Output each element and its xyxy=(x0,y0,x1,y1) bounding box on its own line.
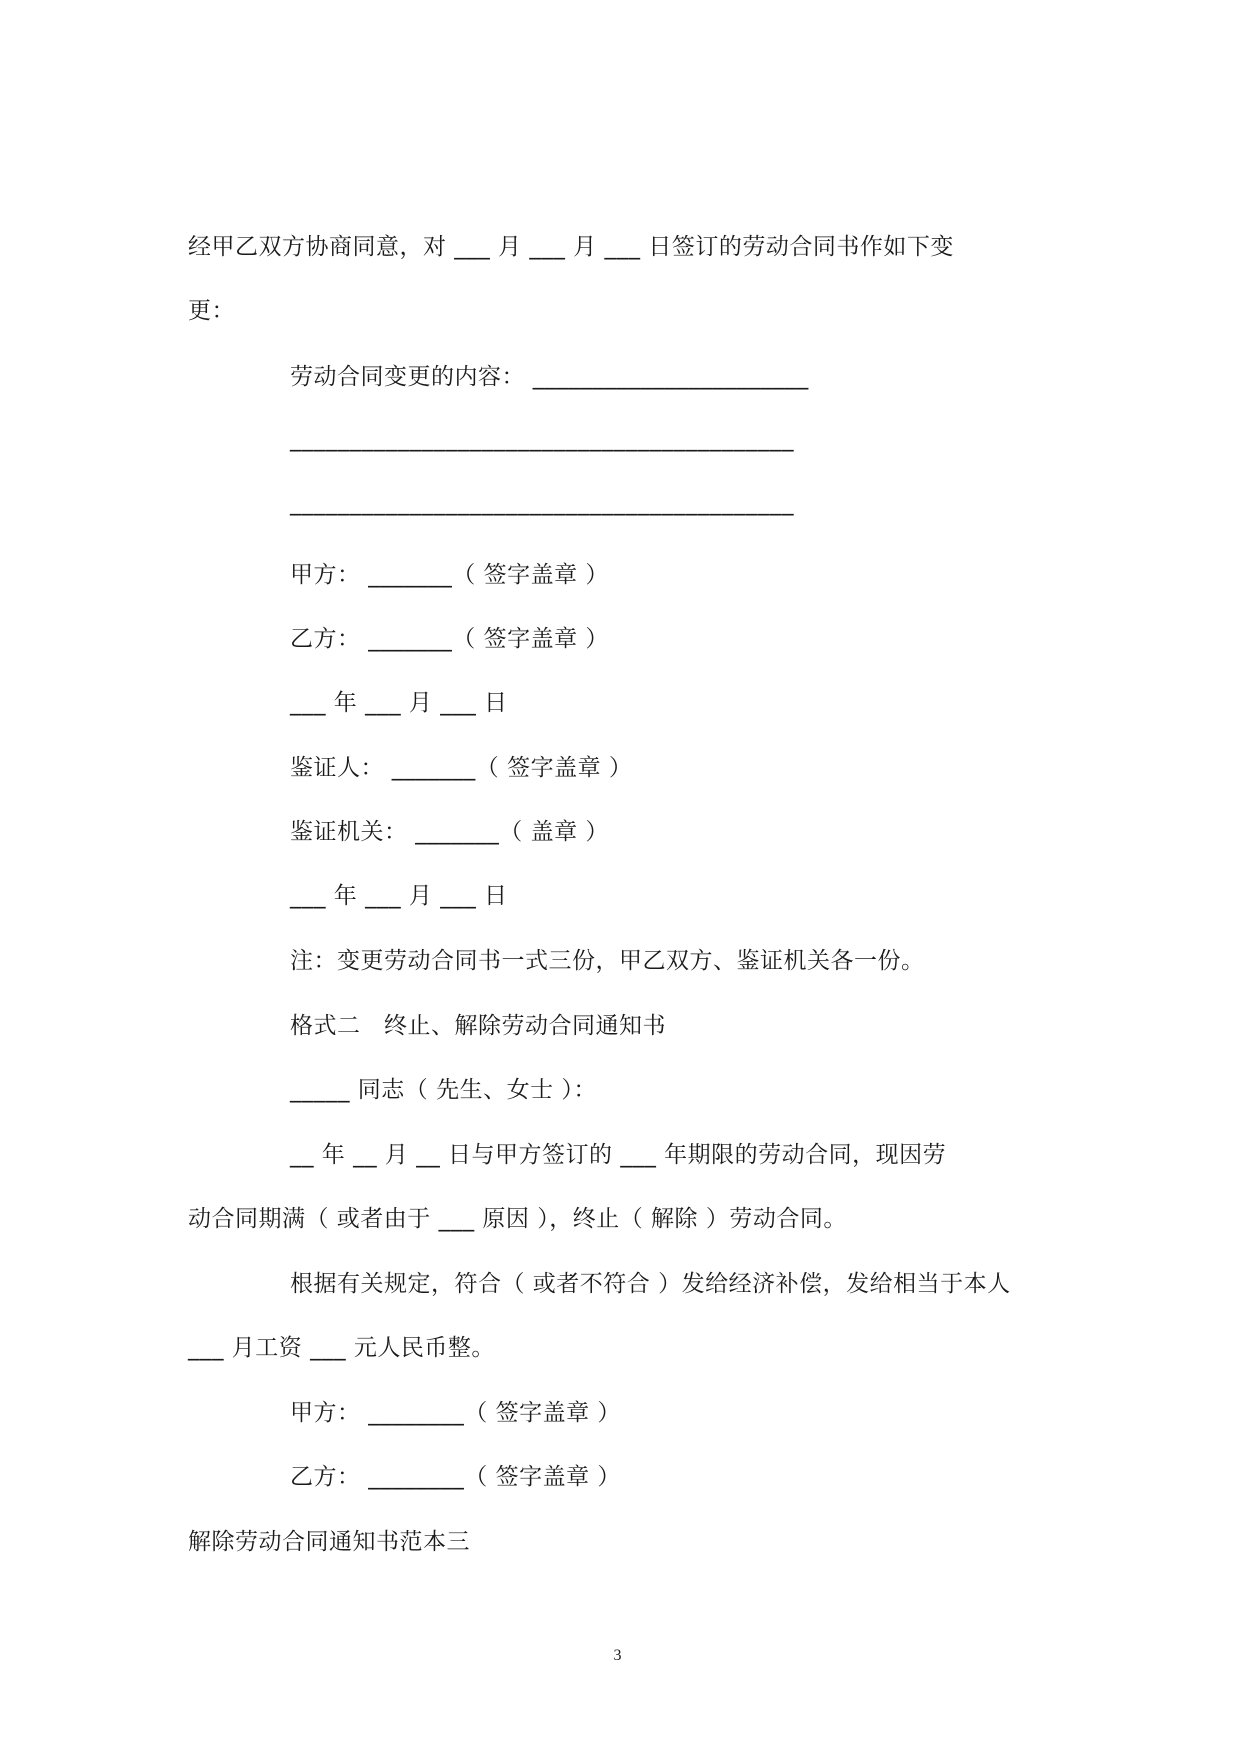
signature-line-party-b: 乙方： _______（ 签字盖章 ） xyxy=(290,626,609,652)
note-line: 注：变更劳动合同书一式三份，甲乙双方、鉴证机关各一份。 xyxy=(290,948,925,974)
paragraph-line: 动合同期满（ 或者由于 ___ 原因 ），终止（ 解除 ）劳动合同。 xyxy=(188,1206,847,1232)
blank-line: __________________________________________ xyxy=(290,490,794,516)
salutation-line: _____ 同志（ 先生、女士 ）： xyxy=(290,1077,597,1103)
paragraph-line: __ 年 __ 月 __ 日与甲方签订的 ___ 年期限的劳动合同，现因劳 xyxy=(290,1142,947,1168)
page-number: 3 xyxy=(613,1647,622,1664)
paragraph-line: 更： xyxy=(188,298,235,324)
section-heading: 格式二 终止、解除劳动合同通知书 xyxy=(290,1013,666,1039)
signature-line-party-a: 甲方： _______（ 签字盖章 ） xyxy=(290,562,609,588)
date-line: ___ 年 ___ 月 ___ 日 xyxy=(290,883,508,909)
paragraph-line: 经甲乙双方协商同意，对 ___ 月 ___ 月 ___ 日签订的劳动合同书作如下变 xyxy=(188,234,954,260)
blank-line: __________________________________________ xyxy=(290,426,794,452)
signature-line-authority: 鉴证机关： _______（ 盖章 ） xyxy=(290,819,609,845)
date-line: ___ 年 ___ 月 ___ 日 xyxy=(290,690,508,716)
signature-line-party-a: 甲方： ________（ 签字盖章 ） xyxy=(290,1400,621,1426)
section-heading: 解除劳动合同通知书范本三 xyxy=(188,1529,470,1555)
paragraph-line: 根据有关规定，符合（ 或者不符合 ）发给经济补偿，发给相当于本人 xyxy=(290,1271,1011,1297)
signature-line-party-b: 乙方： ________（ 签字盖章 ） xyxy=(290,1464,621,1490)
paragraph-line: ___ 月工资 ___ 元人民币整。 xyxy=(188,1335,495,1361)
signature-line-witness: 鉴证人： _______（ 签字盖章 ） xyxy=(290,755,633,781)
paragraph-line: 劳动合同变更的内容： _______________________ xyxy=(290,364,809,390)
